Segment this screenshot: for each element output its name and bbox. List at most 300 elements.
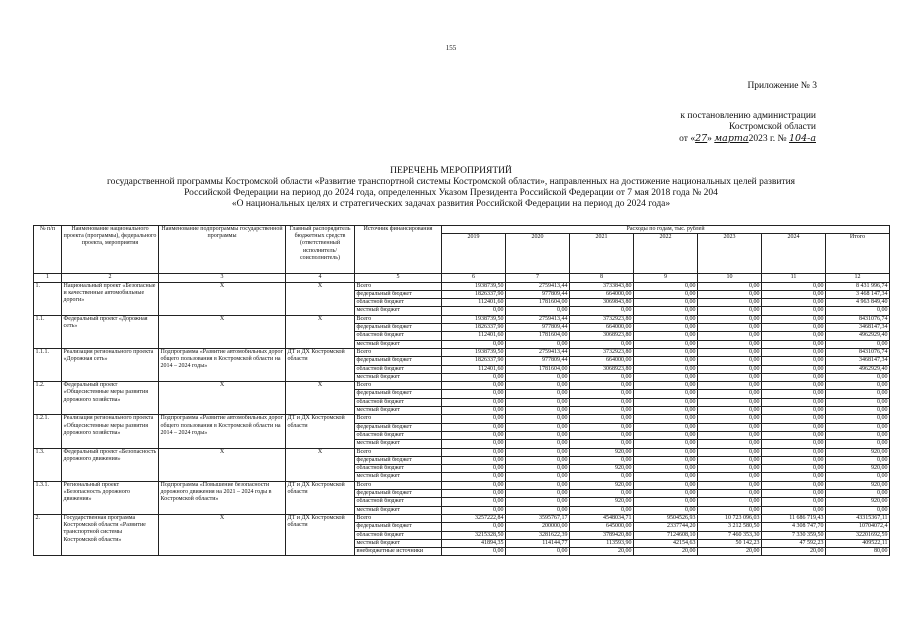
column-number: 11 [762,274,826,282]
amount-cell: 0,00 [634,332,698,340]
amount-cell: 0,00 [826,407,890,415]
amount-cell: 920,00 [570,481,634,489]
measures-table [33,225,890,556]
amount-cell: 0,00 [506,490,570,498]
measure-subprogram: Х [159,282,286,315]
appendix-label: Приложение № 3 [747,81,817,91]
amount-cell: 0,00 [698,357,762,365]
date-month: марта [714,133,749,144]
funding-source: местный бюджет [355,473,442,481]
amount-cell: 0,00 [570,398,634,406]
funding-source: Всего [355,415,442,423]
amount-cell: 0,00 [442,490,506,498]
amount-cell: 0,00 [570,440,634,448]
amount-cell: 0,00 [570,473,634,481]
column-number: 4 [286,274,355,282]
year-header: 2019 [442,234,506,274]
table-row [34,382,890,390]
amount-cell: 0,00 [570,340,634,348]
column-number: 7 [506,274,570,282]
amount-cell: 0,00 [826,506,890,514]
funding-source: местный бюджет [355,440,442,448]
amount-cell: 8 431 996,74 [826,282,890,290]
measure-name: Федеральный проект «Безопасность дорожного движения» [62,448,159,481]
amount-cell: 0,00 [442,373,506,381]
column-number: 1 [34,274,62,282]
amount-cell: 0,00 [762,324,826,332]
funding-source: областной бюджет [355,431,442,439]
amount-cell: 920,00 [826,465,890,473]
title-line1: ПЕРЕЧЕНЬ МЕРОПРИЯТИЙ [390,166,512,176]
measure-name: Региональный проект «Безопасность дорожного движения» [62,481,159,514]
amount-cell: 0,00 [762,299,826,307]
amount-cell: 0,00 [570,390,634,398]
amount-cell: 0,00 [698,307,762,315]
amount-cell: 0,00 [762,348,826,356]
funding-source: местный бюджет [355,506,442,514]
amount-cell: 0,00 [634,423,698,431]
column-number: 8 [570,274,634,282]
amount-cell: 7 330 359,50 [762,531,826,539]
amount-cell: 0,00 [506,423,570,431]
amount-cell: 0,00 [442,456,506,464]
resolution-number: 104-а [788,133,816,144]
funding-source: областной бюджет [355,531,442,539]
amount-cell: 0,00 [506,465,570,473]
amount-cell: 1826337,90 [442,357,506,365]
amount-cell: 0,00 [762,373,826,381]
amount-cell: 4962929,40 [826,365,890,373]
amount-cell: 0,00 [762,315,826,323]
amount-cell: 2759413,44 [506,315,570,323]
amount-cell: 0,00 [762,307,826,315]
year-header: 2020 [506,234,570,274]
amount-cell: 0,00 [442,407,506,415]
amount-cell: 0,00 [762,332,826,340]
amount-cell: 2759413,44 [506,348,570,356]
amount-cell: 0,00 [762,340,826,348]
amount-cell: 0,00 [506,340,570,348]
amount-cell: 0,00 [442,440,506,448]
column-number: 5 [355,274,442,282]
amount-cell: 200000,00 [506,523,570,531]
amount-cell: 0,00 [762,448,826,456]
amount-cell: 32201692,59 [826,531,890,539]
amount-cell: 0,00 [826,490,890,498]
amount-cell: 0,00 [698,332,762,340]
amount-cell: 0,00 [634,365,698,373]
funding-source: Всего [355,348,442,356]
amount-cell: 3733843,80 [570,282,634,290]
amount-cell: 20,00 [570,548,634,556]
amount-cell: 0,00 [698,373,762,381]
amount-cell: 3215328,50 [442,531,506,539]
amount-cell: 2759413,44 [506,282,570,290]
funding-source: федеральный бюджет [355,523,442,531]
funding-source: местный бюджет [355,373,442,381]
amount-cell: 0,00 [506,456,570,464]
amount-cell: 0,00 [698,490,762,498]
amount-cell: 0,00 [442,481,506,489]
funding-source: областной бюджет [355,465,442,473]
funding-source: областной бюджет [355,332,442,340]
amount-cell: 0,00 [506,448,570,456]
funding-source: местный бюджет [355,340,442,348]
amount-cell: 0,00 [634,440,698,448]
amount-cell: 0,00 [698,506,762,514]
amount-cell: 0,00 [826,398,890,406]
amount-cell: 3069843,80 [570,299,634,307]
amount-cell: 0,00 [634,307,698,315]
amount-cell: 0,00 [698,431,762,439]
measure-number: 2. [34,514,62,555]
amount-cell: 112401,60 [442,365,506,373]
amount-cell: 80,00 [826,548,890,556]
amount-cell: 3468147,34 [826,324,890,332]
amount-cell: 114144,77 [506,539,570,547]
amount-cell: 0,00 [442,448,506,456]
amount-cell: 42154,63 [634,539,698,547]
year-header: Итого [826,234,890,274]
amount-cell: 0,00 [762,465,826,473]
year-header: 2021 [570,234,634,274]
amount-cell: 0,00 [442,473,506,481]
amount-cell: 0,00 [506,398,570,406]
year-header: 2022 [634,234,698,274]
funding-source: федеральный бюджет [355,357,442,365]
header-row [34,226,890,234]
amount-cell: 41894,35 [442,539,506,547]
amount-cell: 112401,60 [442,299,506,307]
amount-cell: 4 308 747,70 [762,523,826,531]
amount-cell: 0,00 [634,415,698,423]
amount-cell: 664000,00 [570,324,634,332]
amount-cell: 0,00 [570,423,634,431]
amount-cell: 112401,60 [442,332,506,340]
amount-cell: 0,00 [762,473,826,481]
column-number: 9 [634,274,698,282]
amount-cell: 0,00 [570,431,634,439]
amount-cell: 0,00 [762,407,826,415]
amount-cell: 0,00 [634,448,698,456]
amount-cell: 0,00 [634,456,698,464]
measure-manager: Х [286,315,355,348]
amount-cell: 3789420,80 [570,531,634,539]
amount-cell: 0,00 [826,456,890,464]
amount-cell: 0,00 [698,282,762,290]
amount-cell: 0,00 [762,415,826,423]
amount-cell: 0,00 [698,498,762,506]
amount-cell: 0,00 [762,431,826,439]
funding-source: федеральный бюджет [355,290,442,298]
amount-cell: 1781604,00 [506,365,570,373]
amount-cell: 1826337,90 [442,324,506,332]
document-title [0,166,902,210]
table-row [34,348,890,356]
measure-number: 1.3.1. [34,481,62,514]
amount-cell: 0,00 [698,448,762,456]
amount-cell: 645000,00 [570,523,634,531]
amount-cell: 0,00 [762,382,826,390]
measure-manager: ДТ и ДХ Костромской области [286,481,355,514]
funding-source: Всего [355,481,442,489]
amount-cell: 3281622,39 [506,531,570,539]
amount-cell: 0,00 [826,440,890,448]
amount-cell: 20,00 [634,548,698,556]
amount-cell: 0,00 [634,431,698,439]
amount-cell: 0,00 [634,282,698,290]
amount-cell: 8431076,74 [826,315,890,323]
table-row [34,514,890,522]
measure-name: Федеральный проект «Дорожная сеть» [62,315,159,348]
measure-name: Федеральный проект «Общесистемные меры развития дорожного хозяйства» [62,382,159,415]
amount-cell: 664000,00 [570,290,634,298]
date-prefix: от « [679,134,696,144]
funding-source: Всего [355,315,442,323]
amount-cell: 20,00 [762,548,826,556]
resolution-block [679,111,816,145]
amount-cell: 0,00 [826,390,890,398]
amount-cell: 0,00 [506,415,570,423]
amount-cell: 3068923,80 [570,332,634,340]
amount-cell: 0,00 [634,490,698,498]
amount-cell: 0,00 [442,382,506,390]
date-day: 27 [695,133,708,144]
measure-manager: Х [286,382,355,415]
amount-cell: 0,00 [442,498,506,506]
amount-cell: 0,00 [506,481,570,489]
amount-cell: 113593,90 [570,539,634,547]
amount-cell: 0,00 [506,440,570,448]
column-number: 6 [442,274,506,282]
amount-cell: 0,00 [506,473,570,481]
funding-source: федеральный бюджет [355,456,442,464]
amount-cell: 0,00 [634,315,698,323]
amount-cell: 0,00 [698,465,762,473]
amount-cell: 0,00 [698,299,762,307]
amount-cell: 9504526,93 [634,514,698,522]
amount-cell: 0,00 [762,498,826,506]
amount-cell: 3 212 580,50 [698,523,762,531]
amount-cell: 0,00 [442,423,506,431]
amount-cell: 0,00 [762,456,826,464]
amount-cell: 3595767,17 [506,514,570,522]
amount-cell: 0,00 [506,373,570,381]
table-row [34,481,890,489]
amount-cell: 0,00 [698,315,762,323]
amount-cell: 977809,44 [506,324,570,332]
amount-cell: 0,00 [570,506,634,514]
amount-cell: 0,00 [698,407,762,415]
measure-subprogram: Подпрограмма «Развитие автомобильных дорог общего пользования в Костромской области на 2014 – 2024 годы» [159,348,286,381]
funding-source: федеральный бюджет [355,324,442,332]
amount-cell: 1781604,00 [506,332,570,340]
header-expenses: Расходы по годам, тыс. рублей [442,226,890,234]
amount-cell: 0,00 [698,340,762,348]
funding-source: внебюджетные источники [355,548,442,556]
year-header: 2024 [762,234,826,274]
amount-cell: 0,00 [506,431,570,439]
amount-cell: 0,00 [698,290,762,298]
funding-source: местный бюджет [355,407,442,415]
date-mid: » [707,134,715,144]
measure-name: Государственная программа Костромской области «Развитие транспортной системы Костромской области» [62,514,159,555]
funding-source: федеральный бюджет [355,490,442,498]
resolution-line1: к постановлению администрации [680,111,816,121]
amount-cell: 0,00 [442,523,506,531]
funding-source: Всего [355,382,442,390]
amount-cell: 0,00 [634,357,698,365]
amount-cell: 0,00 [634,382,698,390]
amount-cell: 0,00 [506,548,570,556]
amount-cell: 0,00 [634,398,698,406]
amount-cell: 0,00 [442,548,506,556]
amount-cell: 0,00 [634,324,698,332]
table-row [34,282,890,290]
amount-cell: 0,00 [762,282,826,290]
column-number: 12 [826,274,890,282]
funding-source: федеральный бюджет [355,390,442,398]
resolution-line2: Костромской области [729,122,816,132]
amount-cell: 0,00 [826,423,890,431]
header-subprogram: Наименование подпрограммы государственной программы [159,226,286,274]
amount-cell: 0,00 [634,299,698,307]
amount-cell: 3732923,80 [570,315,634,323]
funding-source: Всего [355,514,442,522]
amount-cell: 0,00 [506,506,570,514]
amount-cell: 0,00 [506,407,570,415]
amount-cell: 0,00 [442,431,506,439]
amount-cell: 0,00 [442,465,506,473]
amount-cell: 0,00 [826,307,890,315]
amount-cell: 1938739,50 [442,348,506,356]
table-row [34,415,890,423]
amount-cell: 0,00 [826,473,890,481]
table-row [34,448,890,456]
amount-cell: 0,00 [698,324,762,332]
amount-cell: 4 963 849,40 [826,299,890,307]
amount-cell: 0,00 [762,398,826,406]
amount-cell: 1938739,50 [442,282,506,290]
header-source: Источник финансирования [355,226,442,274]
column-number: 3 [159,274,286,282]
amount-cell: 0,00 [634,473,698,481]
table-row [34,315,890,323]
funding-source: областной бюджет [355,365,442,373]
amount-cell: 0,00 [698,423,762,431]
funding-source: областной бюджет [355,299,442,307]
amount-cell: 0,00 [570,490,634,498]
measure-manager: ДТ и ДХ Костромской области [286,348,355,381]
measure-number: 1.3. [34,448,62,481]
title-line2: государственной программы Костромской области «Развитие транспортной системы Костромской области», направленных на достижение национальных целей развития [106,177,796,187]
funding-source: Всего [355,282,442,290]
amount-cell: 0,00 [762,490,826,498]
amount-cell: 7124608,10 [634,531,698,539]
amount-cell: 0,00 [762,390,826,398]
measure-subprogram: Подпрограмма «Развитие автомобильных дорог общего пользования в Костромской области на 2014 – 2024 годы» [159,415,286,448]
amount-cell: 0,00 [762,290,826,298]
date-year: 2023 г. № [748,134,789,144]
amount-cell: 0,00 [442,307,506,315]
measure-number: 1.2. [34,382,62,415]
amount-cell: 0,00 [698,456,762,464]
amount-cell: 0,00 [826,431,890,439]
amount-cell: 4962929,40 [826,332,890,340]
amount-cell: 0,00 [442,398,506,406]
amount-cell: 664000,00 [570,357,634,365]
amount-cell: 1826337,90 [442,290,506,298]
amount-cell: 0,00 [506,498,570,506]
amount-cell: 3257222,84 [442,514,506,522]
amount-cell: 0,00 [570,307,634,315]
amount-cell: 0,00 [570,407,634,415]
amount-cell: 10704072,4 [826,523,890,531]
measure-subprogram: Х [159,315,286,348]
amount-cell: 7 460 353,30 [698,531,762,539]
measure-name: Реализация регионального проекта «Общесистемные меры развития дорожного хозяйства» [62,415,159,448]
header-num: № п/п [34,226,62,274]
amount-cell: 0,00 [698,473,762,481]
amount-cell: 920,00 [570,498,634,506]
measure-number: 1.1. [34,315,62,348]
amount-cell: 0,00 [826,382,890,390]
amount-cell: 0,00 [826,415,890,423]
amount-cell: 3 468 147,34 [826,290,890,298]
page-number: 155 [445,44,457,52]
amount-cell: 0,00 [698,348,762,356]
column-number: 10 [698,274,762,282]
amount-cell: 0,00 [506,307,570,315]
column-number: 2 [62,274,159,282]
measure-subprogram: Х [159,382,286,415]
amount-cell: 0,00 [570,415,634,423]
amount-cell: 0,00 [442,415,506,423]
measure-manager: Х [286,448,355,481]
amount-cell: 0,00 [698,382,762,390]
amount-cell: 0,00 [762,365,826,373]
amount-cell: 3468147,34 [826,357,890,365]
measure-subprogram: Подпрограмма «Повышение безопасности дорожного движения на 2021 – 2024 годы в Костромской области» [159,481,286,514]
funding-source: Всего [355,448,442,456]
amount-cell: 0,00 [698,440,762,448]
amount-cell: 20,00 [698,548,762,556]
amount-cell: 0,00 [442,340,506,348]
amount-cell: 920,00 [826,481,890,489]
amount-cell: 920,00 [570,448,634,456]
amount-cell: 43315367,11 [826,514,890,522]
amount-cell: 920,00 [826,448,890,456]
title-line3: Российской Федерации на период до 2024 года, определенных Указом Президента Российской Федерации от 7 мая 2018 года № 204 [184,188,718,198]
measure-manager: ДТ и ДХ Костромской области [286,514,355,555]
measure-subprogram: Х [159,514,286,555]
amount-cell: 3068923,80 [570,365,634,373]
funding-source: местный бюджет [355,539,442,547]
amount-cell: 11 686 719,43 [762,514,826,522]
measure-subprogram: Х [159,448,286,481]
amount-cell: 0,00 [634,290,698,298]
amount-cell: 50 142,23 [698,539,762,547]
amount-cell: 977809,44 [506,290,570,298]
amount-cell: 0,00 [762,481,826,489]
amount-cell: 3732923,80 [570,348,634,356]
amount-cell: 2337744,20 [634,523,698,531]
amount-cell: 0,00 [506,390,570,398]
amount-cell: 8431076,74 [826,348,890,356]
measure-manager: Х [286,282,355,315]
amount-cell: 0,00 [762,440,826,448]
amount-cell: 1781604,00 [506,299,570,307]
